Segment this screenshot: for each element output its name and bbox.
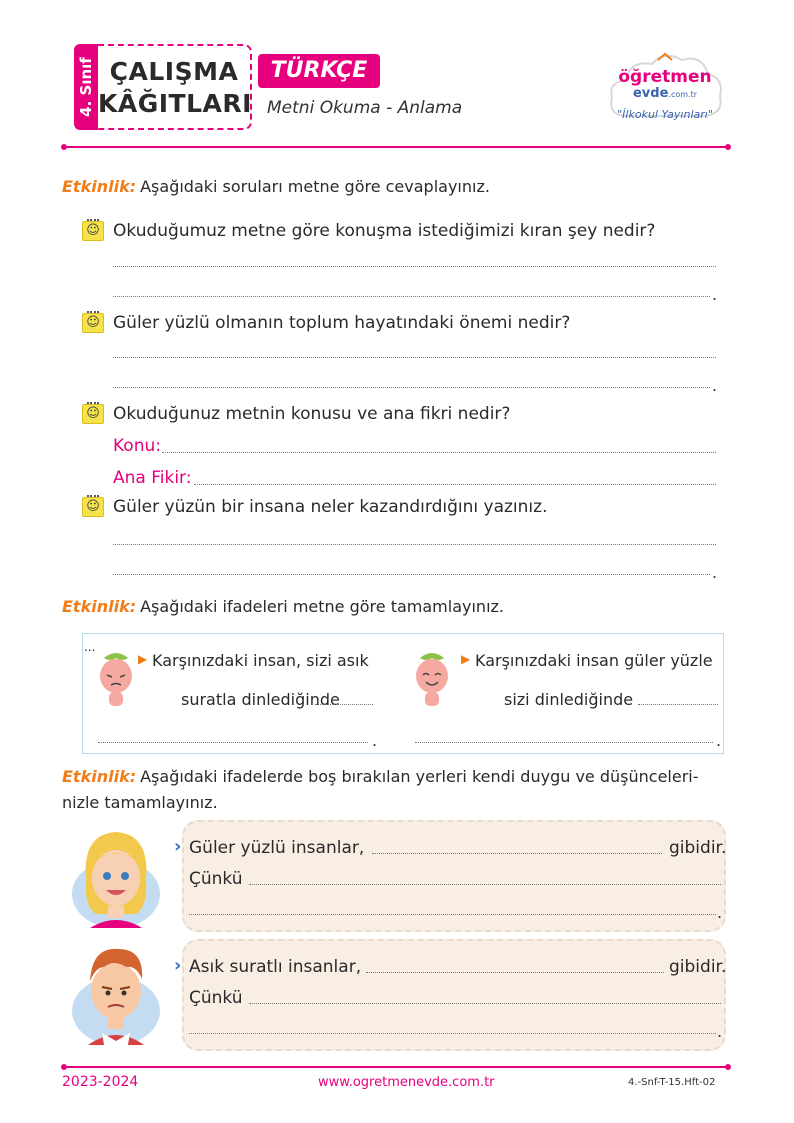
right-sentence-line-2: sizi dinlediğinde (504, 690, 634, 709)
left-answer-line[interactable] (98, 742, 368, 743)
answer-line[interactable] (113, 574, 710, 575)
period-mark: . (716, 731, 722, 750)
divider-dot-left (61, 1064, 67, 1070)
right-answer-line[interactable] (415, 742, 713, 743)
question-1: Okuduğumuz metne göre konuşma istediğimizi kıran şey nedir? (113, 221, 656, 241)
title-line-2: KÂĞITLARI (98, 89, 252, 118)
period-mark: . (712, 563, 718, 582)
grade-tab (74, 44, 98, 130)
left-sentence-line-1: Karşınızdaki insan, sizi asık (152, 651, 369, 670)
logo-sub-word: evde (632, 86, 669, 101)
right-answer-line[interactable] (638, 704, 718, 705)
divider-dot-right (725, 1064, 731, 1070)
card-2-reason-line[interactable] (189, 1033, 716, 1034)
footer-website[interactable]: www.ogretmenevde.com.tr (318, 1075, 495, 1090)
question-4: Güler yüzün bir insana neler kazandırdığını yazınız. (113, 497, 548, 517)
logo-domain: .com.tr (668, 90, 698, 99)
footer-year: 2023-2024 (62, 1074, 139, 1090)
activity-1-heading (62, 177, 490, 196)
chevron-right-icon: › (174, 836, 182, 857)
activity-2-heading (62, 597, 504, 616)
grade-label: 4. Sınıf (77, 57, 95, 117)
activity-3-instruction-1: Aşağıdaki ifadelerde boş bırakılan yerleri kendi duygu ve düşünceleri- (140, 767, 699, 786)
completion-card-1 (182, 820, 726, 932)
card-2-reason-line[interactable] (249, 1003, 721, 1004)
corner-mark: ... (84, 640, 96, 654)
question-2: Güler yüzlü olmanın toplum hayatındaki önemi nedir? (113, 313, 571, 333)
smiley-note-icon: ☺ (82, 497, 104, 517)
answer-line[interactable] (113, 544, 716, 545)
right-sentence-line-1: Karşınızdaki insan güler yüzle (475, 651, 713, 670)
ana-fikir-answer-line[interactable] (194, 484, 716, 485)
card-2-end: gibidir. (669, 957, 727, 977)
header-divider (64, 146, 728, 148)
answer-line[interactable] (113, 296, 710, 297)
chevron-right-icon: › (174, 955, 182, 976)
because-label: Çünkü (189, 869, 243, 889)
activity-2-instruction: Aşağıdaki ifadeleri metne göre tamamlayınız. (140, 597, 504, 616)
smiley-note-icon: ☺ (82, 313, 104, 333)
left-sentence-line-2: suratla dinlediğinde (181, 690, 340, 709)
activity-3-instruction-2: nizle tamamlayınız. (62, 793, 218, 812)
divider-dot-left (61, 144, 67, 150)
card-2-answer-line[interactable] (366, 972, 664, 973)
arrow-right-icon: ▶ (138, 652, 148, 666)
smiley-note-icon: ☺ (82, 221, 104, 241)
question-3: Okuduğunuz metnin konusu ve ana fikri nedir? (113, 404, 511, 424)
card-1-answer-line[interactable] (372, 853, 662, 854)
answer-line[interactable] (113, 387, 710, 388)
activity-1-instruction: Aşağıdaki soruları metne göre cevaplayınız. (140, 177, 490, 196)
subject-badge: TÜRKÇE (258, 54, 380, 88)
answer-line[interactable] (113, 266, 716, 267)
logo-tagline: "İlkokul Yayınları" (617, 108, 713, 121)
period-mark: . (372, 731, 378, 750)
activity-3-heading (62, 767, 699, 786)
frowning-boy-icon (70, 941, 162, 1049)
divider-dot-right (725, 144, 731, 150)
card-1-reason-line[interactable] (189, 914, 716, 915)
activity-1-tag: Etkinlik: (62, 177, 137, 196)
card-1-start: Güler yüzlü insanlar, (189, 838, 365, 858)
left-answer-line[interactable] (315, 704, 373, 705)
logo-main-text: öğretmen (618, 67, 712, 87)
card-1-reason-line[interactable] (249, 884, 721, 885)
happy-strawberry-icon (412, 648, 452, 710)
worksheet-title-box (98, 44, 252, 130)
smiley-note-icon: ☺ (82, 404, 104, 424)
konu-label: Konu: (113, 436, 161, 456)
card-2-start: Asık suratlı insanlar, (189, 957, 362, 977)
footer-code: 4.-Snf-T-15.Hft-02 (628, 1077, 716, 1088)
card-1-end: gibidir. (669, 838, 727, 858)
activity-2-tag: Etkinlik: (62, 597, 137, 616)
answer-line[interactable] (113, 357, 716, 358)
period-mark: . (712, 285, 718, 304)
period-mark: . (717, 1022, 723, 1041)
topic-title: Metni Okuma - Anlama (267, 98, 463, 118)
ana-fikir-label: Ana Fikir: (113, 468, 192, 488)
period-mark: . (717, 903, 723, 922)
logo-sub-text (612, 86, 718, 101)
activity-3-tag: Etkinlik: (62, 767, 137, 786)
period-mark: . (712, 376, 718, 395)
title-line-1: ÇALIŞMA (109, 57, 239, 86)
sad-strawberry-icon (96, 648, 136, 710)
footer-divider (64, 1066, 728, 1068)
konu-answer-line[interactable] (162, 452, 716, 453)
smiling-girl-icon (70, 824, 162, 932)
completion-card-2 (182, 939, 726, 1051)
arrow-right-icon: ▶ (461, 652, 471, 666)
because-label: Çünkü (189, 988, 243, 1008)
